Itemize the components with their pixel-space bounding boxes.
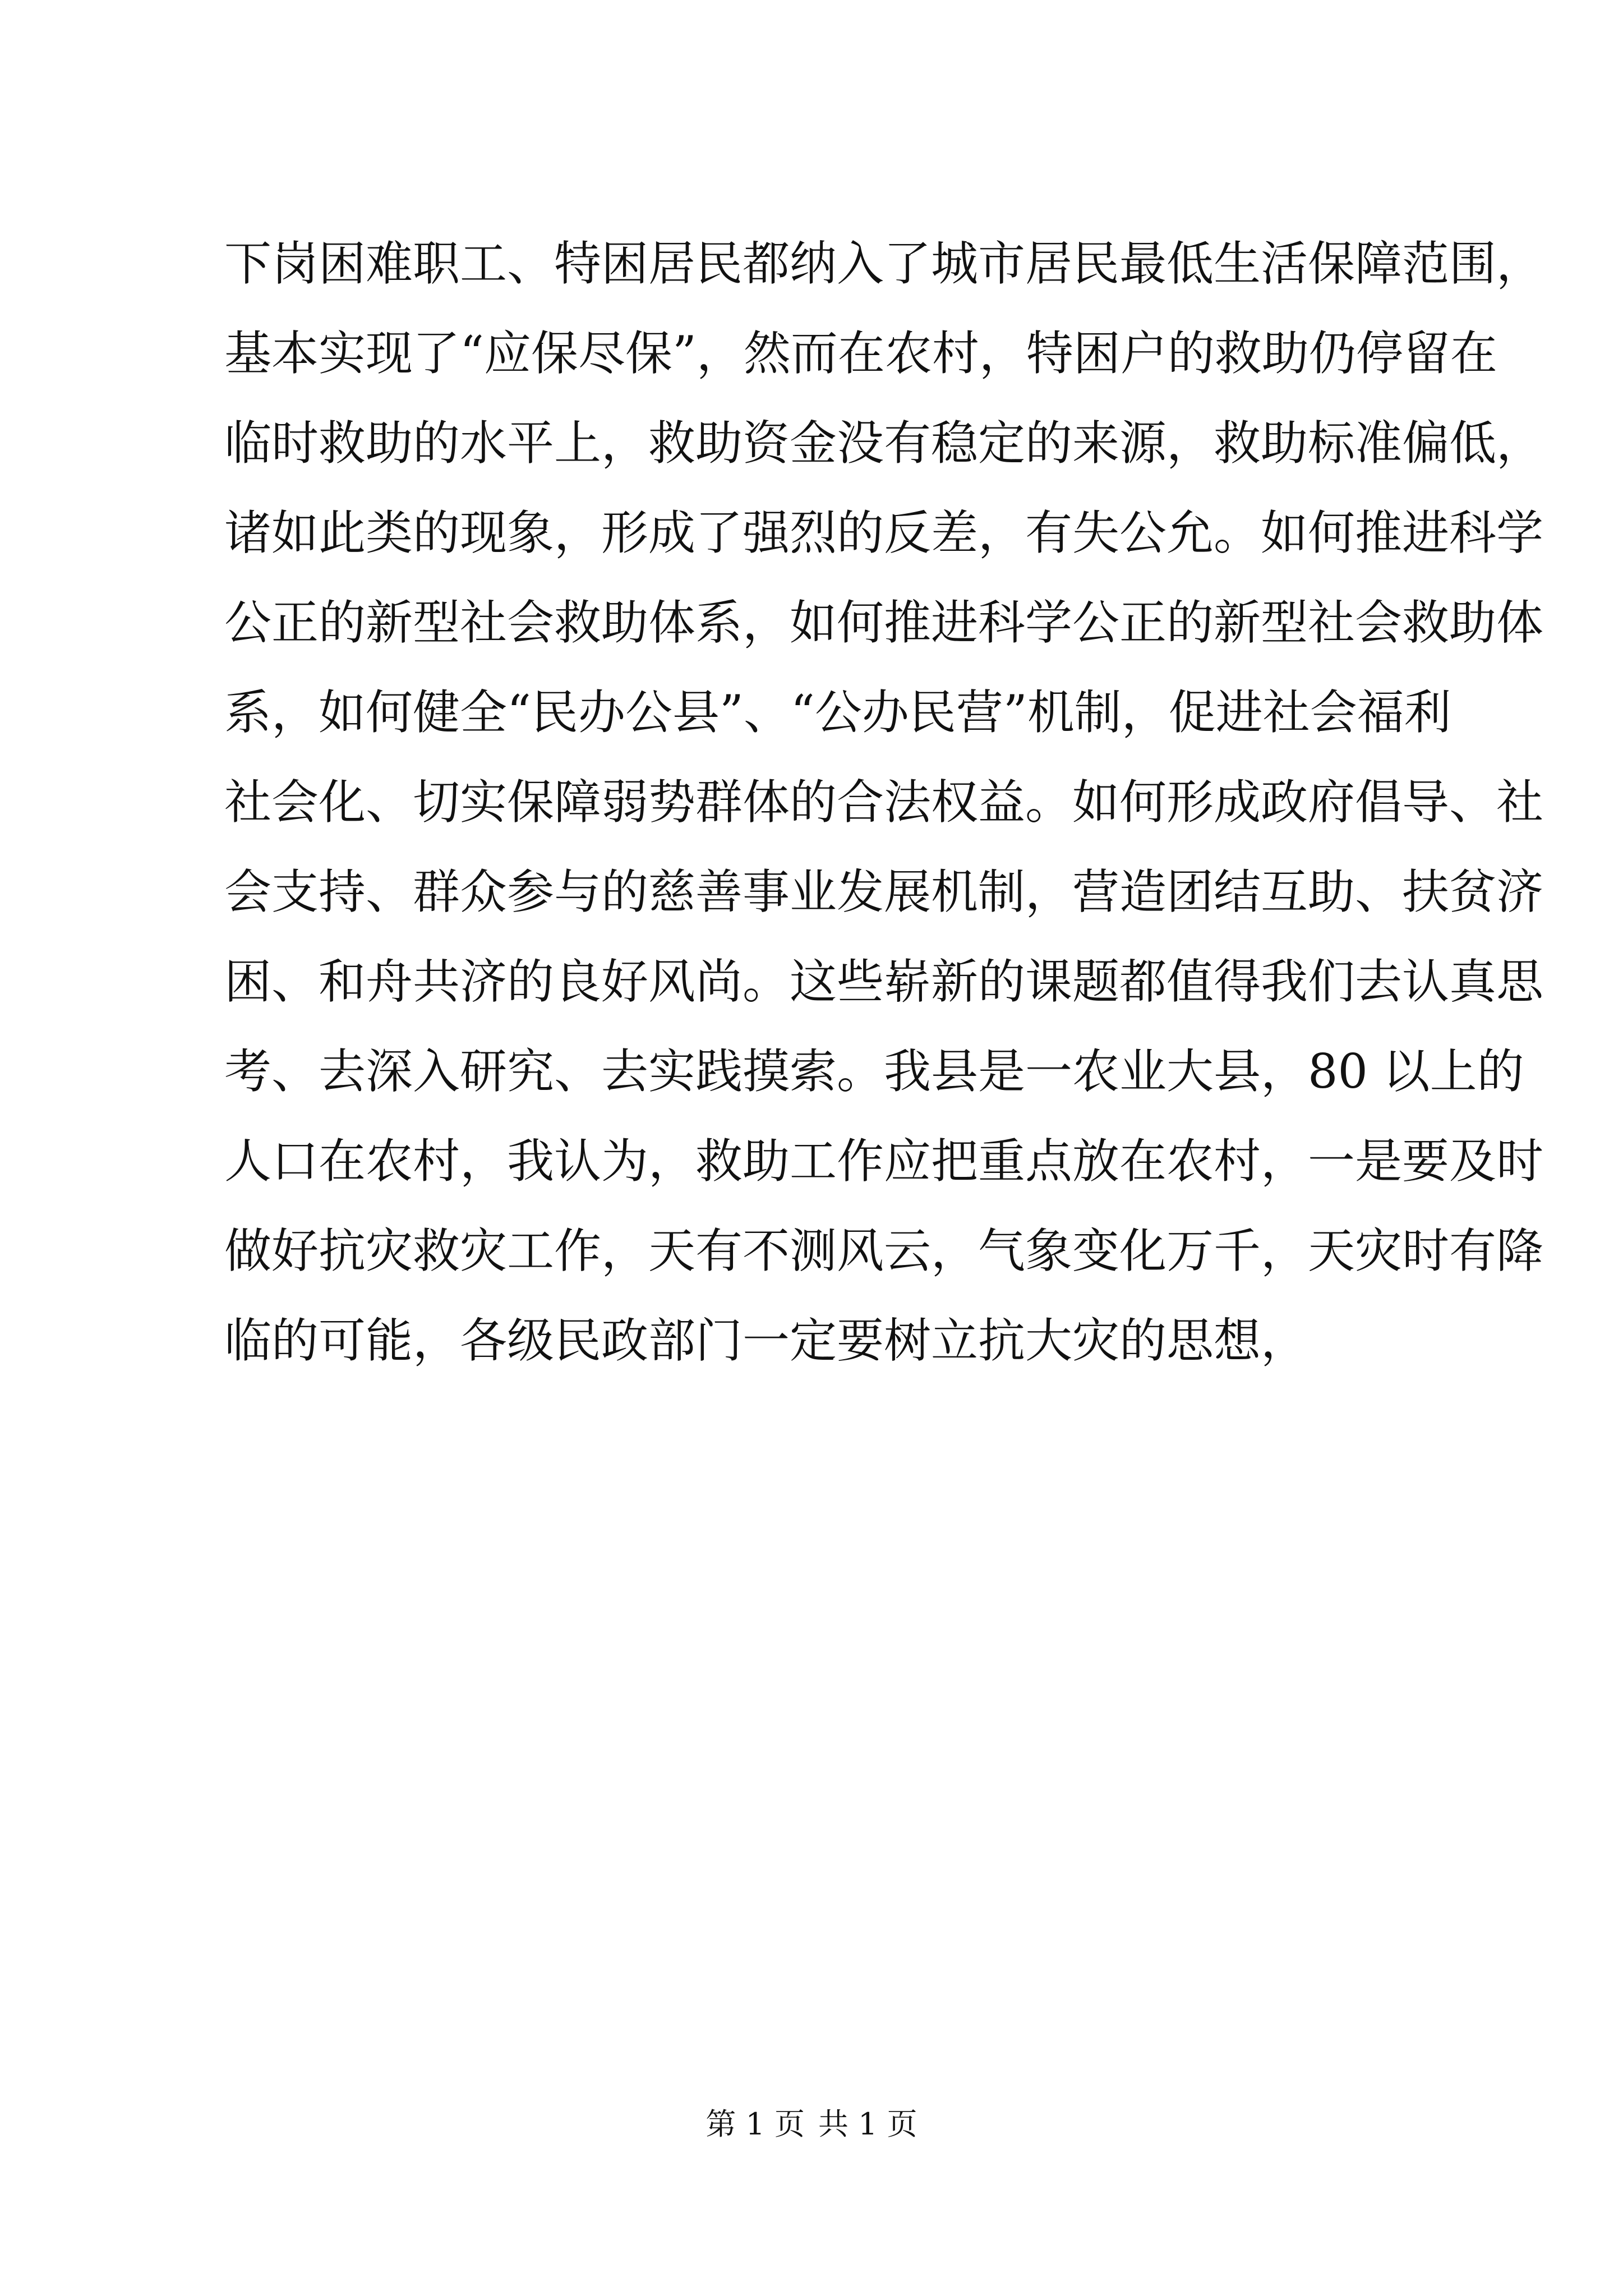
body-paragraph [224,219,1544,1386]
text-line: 临时救助的水平上，救助资金没有稳定的来源，救助标准偏低， [224,416,1544,471]
text-line: 做好抗灾救灾工作，天有不测风云，气象变化万千，天灾时有降 [224,1223,1544,1278]
text-line: 公正的新型社会救助体系，如何推进科学公正的新型社会救助体 [224,595,1544,650]
page-footer [0,2105,1623,2144]
text-line: 基本实现了“应保尽保”，然而在农村，特困户的救助仍停留在 [224,326,1497,381]
page-number: 第 1 页 [706,2106,805,2142]
text-line: 考、去深入研究、去实践摸索。我县是一农业大县，80 以上的 [224,1044,1524,1099]
text-line: 人口在农村，我认为，救助工作应把重点放在农村，一是要及时 [224,1134,1544,1189]
text-line: 困、和舟共济的良好风尚。这些崭新的课题都值得我们去认真思 [224,954,1544,1009]
page-total: 共 1 页 [818,2106,917,2142]
text-line: 会支持、群众参与的慈善事业发展机制，营造团结互助、扶贫济 [224,864,1544,919]
text-line: 社会化、切实保障弱势群体的合法权益。如何形成政府倡导、社 [224,775,1544,830]
text-line: 临的可能，各级民政部门一定要树立抗大灾的思想， [224,1313,1308,1368]
text-line: 下岗困难职工、特困居民都纳入了城市居民最低生活保障范围， [224,236,1544,291]
text-line: 诸如此类的现象，形成了强烈的反差，有失公允。如何推进科学 [224,505,1544,560]
text-line: 系，如何健全“民办公县”、“公办民营”机制，促进社会福利 [224,685,1451,740]
